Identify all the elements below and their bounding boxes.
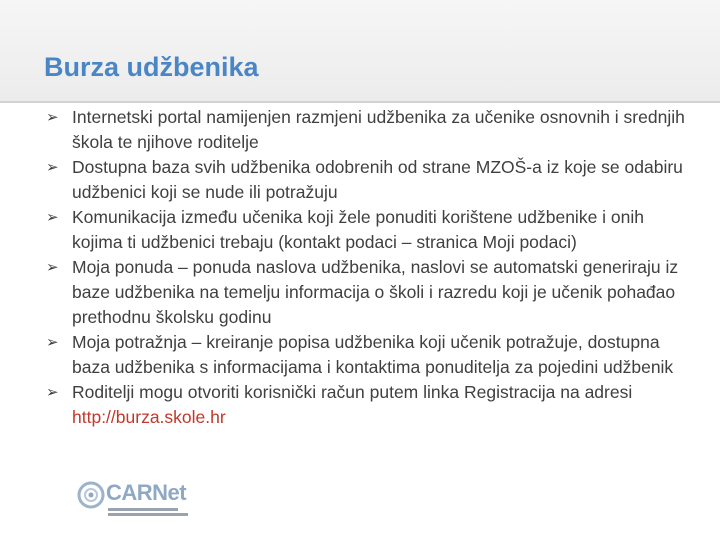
carnet-logo-text: CARNet [106, 480, 187, 505]
burza-link[interactable]: http://burza.skole.hr [72, 407, 226, 427]
bullet-text: Moja potražnja – kreiranje popisa udžbenika koji učenik potražuje, dostupna baza udžbenika s informacijama i kontaktima ponuditelja za pojedini udžbenik [72, 332, 674, 377]
carnet-logo [76, 478, 196, 522]
slide-title: Burza udžbenika [44, 52, 259, 82]
bullet-item [46, 330, 686, 380]
arrow-bullet-icon: ➢ [46, 258, 59, 276]
arrow-bullet-icon: ➢ [46, 333, 59, 351]
bullet-item [46, 255, 686, 330]
logo-tagline-line [108, 513, 188, 516]
bullet-text: Roditelji mogu otvoriti korisnički račun putem linka Registracija na adresi [72, 382, 633, 402]
bullet-text: Dostupna baza svih udžbenika odobrenih od strane MZOŠ-a iz koje se odabiru udžbenici koji se nude ili potražuju [72, 157, 683, 202]
bullet-item [46, 105, 686, 155]
bullet-item [46, 380, 686, 430]
carnet-logo-icon [76, 480, 106, 510]
logo-tagline-line [108, 508, 178, 511]
arrow-bullet-icon: ➢ [46, 383, 59, 401]
arrow-bullet-icon: ➢ [46, 108, 59, 126]
bullet-item [46, 155, 686, 205]
bullet-item [46, 205, 686, 255]
bullet-text: Moja ponuda – ponuda naslova udžbenika, naslovi se automatski generiraju iz baze udžbenika na temelju informacija o školi i razredu koji je učenik pohađao prethodnu školsku godinu [72, 257, 679, 327]
arrow-bullet-icon: ➢ [46, 208, 59, 226]
bullet-text: Internetski portal namijenjen razmjeni udžbenika za učenike osnovnih i srednjih škola te njihove roditelje [72, 107, 685, 152]
bullet-text: Komunikacija između učenika koji žele ponuditi korištene udžbenike i onih kojima ti udžbenici trebaju (kontakt podaci – stranica Moji podaci) [72, 207, 644, 252]
header-divider [0, 101, 720, 103]
bullet-list [46, 105, 686, 430]
arrow-bullet-icon: ➢ [46, 158, 59, 176]
